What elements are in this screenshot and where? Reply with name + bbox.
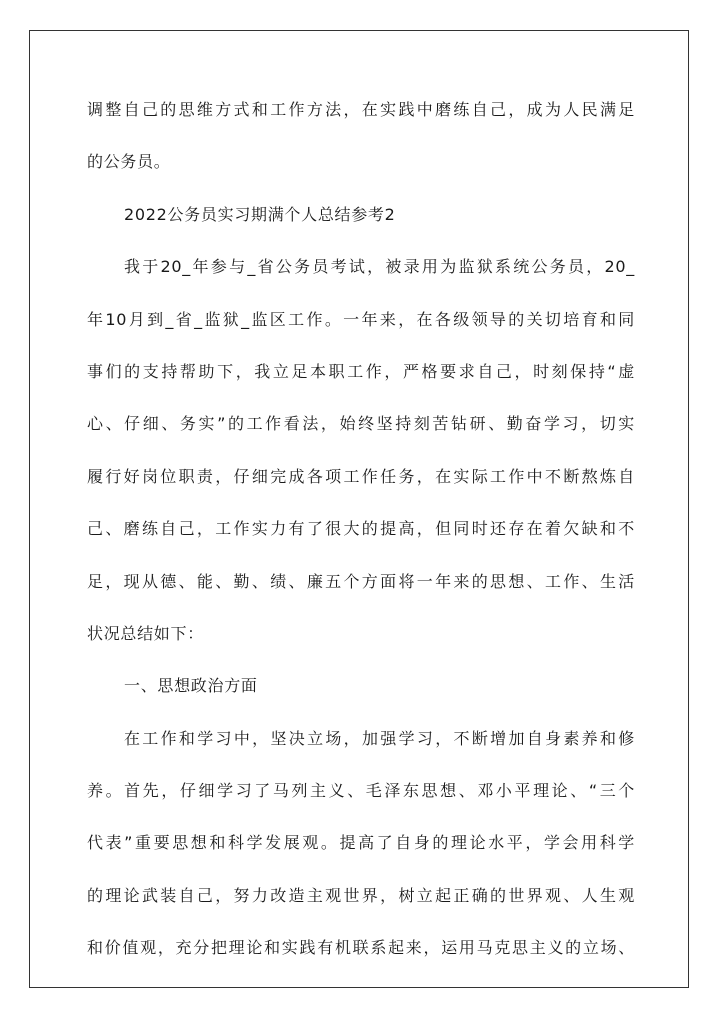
- text-line: 养。首先，仔细学习了马列主义、毛泽东思想、邓小平理论、“三个: [87, 781, 635, 801]
- document-body: [87, 92, 635, 983]
- text-line: 事们的支持帮助下，我立足本职工作，严格要求自己，时刻保持“虚: [87, 361, 635, 381]
- text-line: 心、仔细、务实”的工作看法，始终坚持刻苦钻研、勤奋学习，切实: [87, 414, 635, 434]
- section-title: 2022公务员实习期满个人总结参考2: [124, 204, 396, 224]
- text-line: 状况总结如下：: [87, 623, 204, 643]
- text-line: 履行好岗位职责，仔细完成各项工作任务，在实际工作中不断熬炼自: [87, 466, 635, 486]
- text-line: 己、磨练自己，工作实力有了很大的提高，但同时还存在着欠缺和不: [87, 519, 635, 539]
- text-line: 在工作和学习中，坚决立场，加强学习，不断增加自身素养和修: [124, 728, 635, 748]
- text-line: 代表”重要思想和科学发展观。提高了自身的理论水平，学会用科学: [87, 833, 635, 853]
- text-line: 年10月到_省_监狱_监区工作。一年来，在各级领导的关切培育和同: [87, 309, 635, 329]
- section-heading: 一、思想政治方面: [124, 676, 258, 696]
- text-line: 和价值观，充分把理论和实践有机联系起来，运用马克思主义的立场、: [87, 938, 635, 958]
- text-line: 的理论武装自己，努力改造主观世界，树立起正确的世界观、人生观: [87, 885, 635, 905]
- text-line: 我于20_年参与_省公务员考试，被录用为监狱系统公务员，20_: [124, 257, 635, 277]
- text-line: 调整自己的思维方式和工作方法，在实践中磨练自己，成为人民满足: [87, 100, 635, 119]
- text-line: 足，现从德、能、勤、绩、廉五个方面将一年来的思想、工作、生活: [87, 571, 635, 591]
- text-line: 的公务员。: [87, 152, 171, 172]
